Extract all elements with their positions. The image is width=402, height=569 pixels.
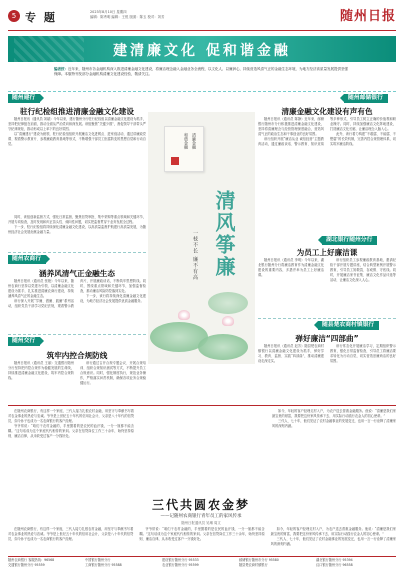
headline-cns: 弹好廉洁“四部曲” — [295, 334, 359, 343]
headline-ccb: 驻行纪检组推进清廉金融文化建设 — [20, 107, 134, 116]
paragraph: 该行常态化开展廉洁学习，定期组织警示教育，强化日常监督检查，引导员工将廉洁要求转化为行动自觉，切实营造崇廉尚洁的良好氛围。 — [330, 344, 396, 363]
paragraph: 随州日报讯（通讯员 张艳）今年以来，随州农商行坚持以党建为引领，以清廉金融文化建设为抓手，扎实推进清廉农商行建设，持续涵养风清气正的金融生态。 — [8, 279, 74, 298]
divider — [8, 405, 396, 406]
book-illustration — [164, 126, 204, 172]
tag-ccb: 随州建行 — [8, 94, 40, 103]
seal-stamp — [171, 157, 179, 165]
paragraph: 在随州农商银行，有这样一个家庭，三代人接力扎根农村金融，用坚守与奉献书写着对农金事业的热爱与忠诚。爷爷是上世纪五十年代的信用社会计，父亲是八十年代的信贷员，如今孙子也成为一名农商银行的客户经理。 — [8, 409, 134, 423]
feature-col-right — [272, 409, 396, 495]
footer-item: 农业银行随州分行 95599 — [162, 562, 199, 567]
feature-subtitle: ——记随州农商银行青年员工的家风传承 — [160, 514, 242, 519]
tag-rcb: 随州农商行 — [8, 255, 46, 264]
footer-item: 随州农商银行 客服热线：96568 — [8, 558, 55, 562]
headline-psbc: 清廉金融文化建设有声有色 — [281, 107, 373, 116]
lotus-leaf — [208, 292, 248, 314]
editor-note — [54, 67, 349, 77]
footer-item: 中国银行随州分行 — [85, 558, 111, 562]
header-rule — [8, 30, 396, 31]
feature-title: 三代共圆农金梦 — [151, 498, 250, 512]
header-meta — [90, 10, 164, 20]
page-number: 5 — [8, 10, 20, 22]
article-ccb-more — [8, 215, 146, 250]
editor-note-label: 编者按： — [54, 67, 68, 71]
editor-note-text: 近年来，随州市各金融机构深入推进清廉金融文化建设，将廉洁理念融入金融业务全流程，以文化人、以廉润心，持续营造风清气正的金融生态环境，为地方经济高质量发展提供坚强保障。本版特刊发部分金融机构清廉文化建设经验，敬请关注。 — [54, 67, 348, 77]
paragraph: 随州日报讯（通讯员 陈静）近年来，邮储银行随州市分行积极推进清廉金融文化建设，坚持将清廉理念与经营管理深度融合，营造风清气正的政治生态和干事创业的良好氛围。 — [258, 117, 324, 136]
paragraph: 三代人、七十年，他们见证了农村金融事业的发展变迁，也用一言一行诠释了清廉家风的深刻内涵。 — [270, 537, 396, 546]
paragraph: 该行组织开展“廉洁从业 诚信经营”主题教育活动，通过廉政谈话、警示教育、知识竞赛等多种形式，引导员工树立正确的价值观和职业操守。同时，持续加强廉洁文化阵地建设，打造廉洁文化长廊，让廉洁理念入脑入心。 — [258, 117, 396, 146]
art-slogan: 一枝不长 廉不有高 — [192, 230, 198, 281]
banner-title: 建清廉文化 促和谐金融 — [113, 43, 291, 59]
paragraph: 随州日报讯（通讯员 赵芳）随县楚农商村镇银行以清廉金融文化建设为抓手，弹好学习、教育、监督、实践“四部曲”，推动清廉建设走深走实。 — [258, 344, 324, 363]
paragraph: 该行深入开展“学廉、倡廉、践廉”系列活动，组织党员干部学习党纪法规，观看警示教育片，开展廉政谈话，不断筑牢思想防线。同时，围绕重点领域和关键环节，加强监督检查，推动廉洁风险防控落到实处。 — [8, 279, 146, 308]
paragraph: 爷爷常说：“咱们干农村金融的，手里握着的是农民的血汗钱，一分一厘都不能含糊。”这句话成为这个家庭代代相传的家训。父亲在信贷岗位工作三十余年，始终坚持原则、廉洁自律，从未收受过客户一分钱好处。 — [8, 424, 134, 438]
feature-col-left — [8, 409, 134, 495]
article-rcb — [8, 279, 146, 331]
article-psbc — [258, 117, 396, 231]
footer-item: 湖北银行随州分行 95394 — [316, 558, 353, 562]
divider — [8, 91, 396, 92]
tag-cns: 随县楚农商村镇银行 — [318, 321, 379, 330]
footer-item: 建设银行随州分行 95533 — [162, 558, 199, 562]
paragraph: 爷爷常说：“咱们干农村金融的，手里握着的是农民的血汗钱，一分一厘都不能含糊。”这句话成为这个家庭代代相传的家训。父亲在信贷岗位工作三十余年，始终坚持原则、廉洁自律，从未收受过客户一分钱好处。 — [139, 527, 265, 541]
paragraph: 以“清廉建行”建设为统领，驻行纪检组组织开展廉洁文化进网点、进家庭活动，通过讲廉政党课、观看警示教育片、参观廉政教育基地等形式，不断增强干部员工拒腐防变的思想自觉和行动自觉。 — [8, 132, 146, 146]
lotus-flower — [178, 310, 190, 320]
divider — [258, 318, 396, 319]
paragraph: 该行通过召开合规专题会议、开展合规培训、组织合规知识测试等方式，不断提升员工合规意识。同时，强化制度执行，规范业务操作，严格落实问责机制，确保各项业务合规稳健运行。 — [80, 361, 146, 385]
tag-psbc: 随州邮储银行 — [344, 94, 388, 103]
header-editors: 编辑：陈秀明 编辑：王悦 版面：陈玉 校对：刘芳 — [90, 15, 165, 19]
sponsor-footer — [8, 556, 396, 566]
page-header — [8, 6, 396, 32]
calligraphy-text: 清风筝廉 — [212, 190, 236, 278]
lotus-flower — [222, 316, 234, 326]
footer-item: 邮储银行随州市分行 95580 — [239, 558, 279, 562]
book-text-1: 清廉金融 — [192, 133, 197, 149]
masthead: 随州日报 — [339, 9, 396, 24]
paragraph: 该行组织员工参观廉政教育基地，邀请纪检干部开展专题讲座，结合典型案例开展警示教育，引导员工知敬畏、存戒惧、守底线。同时，开展廉洁家书征集、廉洁文化作品评选等活动，让廉洁文化深入人心。 — [330, 258, 396, 282]
lotus-leaf — [198, 334, 248, 360]
article-hbbank — [258, 258, 396, 314]
paragraph: 下一步，驻行纪检组将持续深化清廉金融文化建设，以高质量监督护航建行高质量发展，为随州经济社会发展贡献金融力量。 — [8, 225, 146, 234]
paragraph: 下一步，该行将持续深化清廉金融文化建设，为地方经济社会发展提供优质金融服务。 — [80, 294, 146, 303]
footer-item: 随县楚农商村镇银行 — [239, 562, 268, 567]
center-illustration — [148, 112, 255, 364]
article-bocom — [8, 361, 146, 401]
footer-item: 交通银行随州分行 95559 — [8, 562, 45, 567]
section-title: 专 题 — [25, 11, 57, 24]
paragraph: 随州日报讯（通讯员 王丽）交通银行随州分行坚持把内控合规作为稳健发展的生命线，持续推进清廉金融文化建设，筑牢内控合规防线。 — [8, 361, 74, 380]
topic-banner — [8, 36, 396, 62]
feature-body — [8, 527, 396, 555]
paragraph: 随州日报讯（通讯员 刘斌）今年以来，建行随州分行驻行纪检组以清廉金融文化建设为抓手，坚持把纪律挺在前面，推动全面从严治党向纵深发展。该组聚焦“关键少数”，督促领导干部带头严守纪律规矩，推动形成以上率下的良好氛围。 — [8, 117, 146, 131]
paragraph: 如今，年轻的客户经理走村入户，为农户送去普惠金融服务。他说：“清廉是我们家最宝贵的财富，我要把这份家风传承下去，用实际行动践行农金人的初心使命。” — [270, 527, 396, 536]
tag-bocom: 随州交行 — [8, 337, 40, 346]
paragraph: 同时，该组创新监督方式，强化日常监督，聚焦信贷审批、集中采购等重点领域和关键环节，开展专项检查，及时发现和纠正苗头性、倾向性问题，切实把监督贯穿于业务发展全过程。 — [8, 215, 146, 224]
book-text-2: 和谐金融 — [184, 133, 189, 149]
header-date: 2023年8月10日 星期四 — [90, 10, 127, 14]
footer-item: 工商银行随州分行 95588 — [85, 562, 122, 567]
article-ccb-left — [8, 117, 146, 215]
footer-item: 汉口银行随州分行 96558 — [316, 562, 353, 567]
tag-hbbank: 湖北银行随州分行 — [322, 236, 377, 245]
paragraph: 在随州农商银行，有这样一个家庭，三代人接力扎根农村金融，用坚守与奉献书写着对农金事业的热爱与忠诚。爷爷是上世纪五十年代的信用社会计，父亲是八十年代的信贷员，如今孙子也成为一名农商银行的客户经理。 — [8, 527, 134, 541]
paragraph: 此外，该行着力构建“不敢腐、不能腐、不想腐”的长效机制，完善内控合规管理体系，切实筑牢廉洁防线。 — [330, 132, 396, 146]
feature-byline: 随州日报通讯员 吴琳 周文 — [181, 521, 221, 525]
headline-bocom: 筑牢内控合规防线 — [46, 351, 108, 360]
divider — [8, 252, 146, 253]
paragraph: 随州日报讯（通讯员 李明）今年以来，湖北银行随州分行将廉洁教育作为清廉金融文化建设的重要内容，多措并举为员工上好廉洁课。 — [258, 258, 324, 277]
paragraph: 如今，年轻的客户经理走村入户，为农户送去普惠金融服务。他说：“清廉是我们家最宝贵的财富，我要把这份家风传承下去，用实际行动践行农金人的初心使命。” — [272, 409, 396, 418]
paragraph: 三代人、七十年，他们见证了农村金融事业的发展变迁，也用一言一行诠释了清廉家风的深刻内涵。 — [272, 419, 396, 428]
article-cns — [258, 344, 396, 402]
headline-rcb: 涵养风清气正金融生态 — [39, 269, 115, 278]
divider — [8, 334, 146, 335]
headline-hbbank: 为员工上好廉洁课 — [296, 248, 358, 257]
